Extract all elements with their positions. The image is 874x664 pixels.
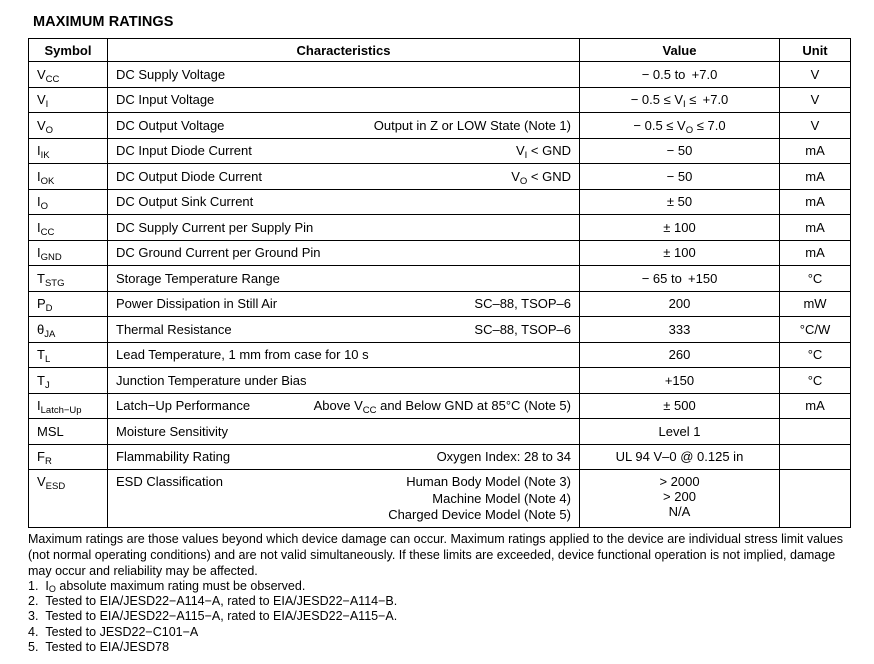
- unit-cell: mW: [780, 291, 851, 317]
- symbol-cell: $V_{ESD}$: [29, 470, 108, 528]
- characteristic-name: DC Output Sink Current: [116, 194, 254, 210]
- symbol-cell: $I_{IK}$: [29, 138, 108, 164]
- characteristic-name: DC Supply Voltage: [116, 66, 226, 82]
- symbol-cell: $T_J$: [29, 368, 108, 394]
- characteristics-cell: [108, 393, 580, 419]
- condition-text: $V_O$ < GND: [511, 168, 571, 187]
- condition-text: Output in Z or LOW State (Note 1): [373, 117, 571, 133]
- table-row: [29, 368, 851, 394]
- table-row: [29, 291, 851, 317]
- value-cell: ± 500: [580, 393, 780, 419]
- table-body: [29, 62, 851, 528]
- characteristic-name: Latch−Up Performance: [116, 398, 251, 414]
- characteristics-cell: [108, 342, 580, 368]
- condition-text: $V_I$ < GND: [515, 143, 571, 162]
- table-row: [29, 113, 851, 139]
- table-row: [29, 240, 851, 266]
- value-cell: − 65 to +150: [580, 266, 780, 292]
- characteristic-name: Flammability Rating: [116, 449, 231, 465]
- unit-cell: [780, 470, 851, 528]
- value-item: > 200: [663, 489, 696, 504]
- value-cell: − 0.5 to +7.0: [580, 62, 780, 88]
- characteristics-cell: [108, 240, 580, 266]
- condition-text: SC–88, TSOP–6: [474, 321, 571, 337]
- characteristic-name: Thermal Resistance: [116, 321, 232, 337]
- condition-text: SC–88, TSOP–6: [474, 296, 571, 312]
- section-title: MAXIMUM RATINGS: [33, 14, 174, 30]
- table-row: [29, 444, 851, 470]
- characteristics-cell: [108, 189, 580, 215]
- value-item: N/A: [668, 504, 691, 519]
- symbol-cell: $V_I$: [29, 87, 108, 113]
- footnote-item: 4. Tested to JESD22−C101−A: [28, 624, 199, 639]
- footnote-item: 3. Tested to EIA/JESD22−A115−A, rated to EIA/JESD22−A115−A.: [28, 609, 398, 624]
- symbol-cell: $T_{STG}$: [29, 266, 108, 292]
- value-cell: 260: [580, 342, 780, 368]
- table-row: [29, 164, 851, 190]
- value-cell: ± 100: [580, 215, 780, 241]
- symbol-cell: $T_L$: [29, 342, 108, 368]
- unit-cell: mA: [780, 393, 851, 419]
- header-symbol: Symbol: [29, 39, 108, 62]
- table-row: [29, 62, 851, 88]
- table-row: [29, 87, 851, 113]
- table-row: [29, 317, 851, 343]
- header-value: Value: [580, 39, 780, 62]
- unit-cell: mA: [780, 240, 851, 266]
- value-cell: 200: [580, 291, 780, 317]
- characteristics-cell: [108, 470, 580, 528]
- unit-cell: mA: [780, 164, 851, 190]
- unit-cell: V: [780, 113, 851, 139]
- characteristics-cell: [108, 113, 580, 139]
- header-characteristics: Characteristics: [108, 39, 580, 62]
- value-cell: +150: [580, 368, 780, 394]
- value-item: > 2000: [659, 474, 700, 489]
- characteristics-cell: [108, 164, 580, 190]
- characteristics-cell: [108, 291, 580, 317]
- characteristics-cell: [108, 87, 580, 113]
- footnote-item: 1. $I_O$ absolute maximum rating must be observed.: [28, 579, 306, 594]
- value-cell: [580, 470, 780, 528]
- characteristic-name: DC Supply Current per Supply Pin: [116, 219, 314, 235]
- condition-item: Human Body Model (Note 3): [406, 474, 571, 489]
- condition-text: Above $V_{CC}$ and Below GND at 85°C (Note 5): [313, 398, 571, 417]
- unit-cell: mA: [780, 138, 851, 164]
- table-row: [29, 189, 851, 215]
- characteristic-name: Junction Temperature under Bias: [116, 372, 307, 388]
- characteristic-name: ESD Classification: [116, 474, 223, 489]
- value-cell: ± 50: [580, 189, 780, 215]
- characteristics-cell: [108, 138, 580, 164]
- characteristic-name: DC Ground Current per Ground Pin: [116, 245, 321, 261]
- symbol-cell: $F_R$: [29, 444, 108, 470]
- condition-list: [388, 474, 571, 524]
- characteristic-name: Lead Temperature, 1 mm from case for 10 s: [116, 347, 369, 363]
- value-cell: − $0.5 \le V_O \le 7.0$: [580, 113, 780, 139]
- unit-cell: [780, 444, 851, 470]
- value-cell: ± 100: [580, 240, 780, 266]
- value-cell: − $0.5 \le V_I \le +7.0$: [580, 87, 780, 113]
- table-row: [29, 342, 851, 368]
- symbol-cell: $V_{CC}$: [29, 62, 108, 88]
- table-row: [29, 266, 851, 292]
- characteristics-cell: [108, 266, 580, 292]
- condition-item: Charged Device Model (Note 5): [388, 507, 571, 522]
- characteristic-name: DC Output Diode Current: [116, 168, 262, 184]
- characteristics-cell: [108, 215, 580, 241]
- footnote-item: 5. Tested to EIA/JESD78: [28, 639, 170, 654]
- table-row: [29, 215, 851, 241]
- characteristic-name: Power Dissipation in Still Air: [116, 296, 278, 312]
- symbol-cell: $I_{GND}$: [29, 240, 108, 266]
- max-ratings-table: [28, 38, 851, 528]
- value-cell: − 50: [580, 164, 780, 190]
- symbol-cell: $V_O$: [29, 113, 108, 139]
- notes-section: [28, 531, 852, 655]
- condition-text: Oxygen Index: 28 to 34: [436, 449, 571, 465]
- characteristic-name: DC Input Voltage: [116, 92, 215, 108]
- characteristic-name: Moisture Sensitivity: [116, 423, 228, 439]
- characteristics-cell: [108, 317, 580, 343]
- characteristic-name: DC Input Diode Current: [116, 143, 252, 159]
- characteristics-cell: [108, 419, 580, 445]
- symbol-cell: $I_{CC}$: [29, 215, 108, 241]
- symbol-cell: $I_{OK}$: [29, 164, 108, 190]
- symbol-cell: $\theta_{JA}$: [29, 317, 108, 343]
- unit-cell: [780, 419, 851, 445]
- unit-cell: °C: [780, 266, 851, 292]
- characteristics-cell: [108, 62, 580, 88]
- unit-cell: mA: [780, 189, 851, 215]
- table-row: [29, 138, 851, 164]
- symbol-cell: $I_{Latch-Up}$: [29, 393, 108, 419]
- characteristic-name: Storage Temperature Range: [116, 270, 280, 286]
- value-cell: UL 94 V–0 @ 0.125 in: [580, 444, 780, 470]
- unit-cell: °C: [780, 342, 851, 368]
- header-unit: Unit: [780, 39, 851, 62]
- symbol-cell: $I_O$: [29, 189, 108, 215]
- table-row: [29, 419, 851, 445]
- unit-cell: V: [780, 87, 851, 113]
- unit-cell: V: [780, 62, 851, 88]
- footnote-item: 2. Tested to EIA/JESD22−A114−A, rated to EIA/JESD22−A114−B.: [28, 594, 398, 609]
- value-cell: Level 1: [580, 419, 780, 445]
- characteristics-cell: [108, 368, 580, 394]
- table-row-esd: [29, 470, 851, 528]
- unit-cell: °C/W: [780, 317, 851, 343]
- value-cell: − 50: [580, 138, 780, 164]
- unit-cell: mA: [780, 215, 851, 241]
- header-row: [29, 39, 851, 62]
- characteristic-name: DC Output Voltage: [116, 117, 225, 133]
- unit-cell: °C: [780, 368, 851, 394]
- symbol-cell: MSL: [29, 419, 108, 445]
- value-cell: 333: [580, 317, 780, 343]
- table-row: [29, 393, 851, 419]
- notes-paragraph: Maximum ratings are those values beyond which device damage can occur. Maximum ratings applied to the device are individual stress limit values (not normal operating conditions) and are not valid simultaneously. If these limits are exceeded, device functional operation is not implied, damage may occur and reliability may be affected.: [28, 532, 843, 578]
- characteristics-cell: [108, 444, 580, 470]
- condition-item: Machine Model (Note 4): [432, 490, 571, 506]
- symbol-cell: $P_D$: [29, 291, 108, 317]
